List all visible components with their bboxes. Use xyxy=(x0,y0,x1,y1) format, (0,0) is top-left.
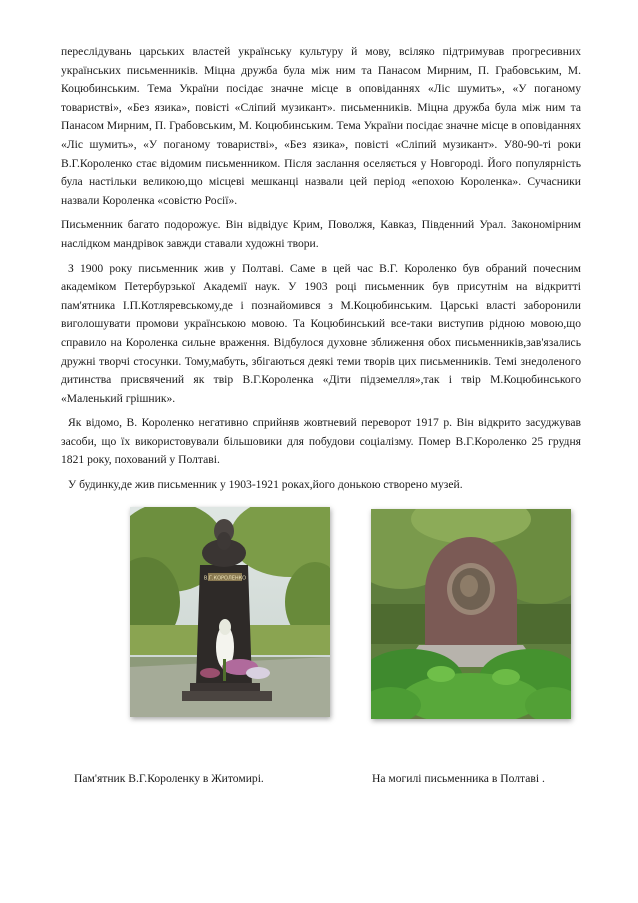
paragraph-4: Як відомо, В. Короленко негативно сприйняв жовтневий переворот 1917 р. Він відкрито засуджував засоби, що їх використовували більшовики для побудови соціалізму. Помер В.Г.Короленко 25 грудня 1821 року, похований у Полтаві. xyxy=(61,416,581,467)
paragraph-5: У будинку,де жив письменник у 1903-1921 роках,його донькою створено музей. xyxy=(68,478,463,492)
body-text xyxy=(61,43,581,501)
caption-grave-poltava: На могилі письменника в Полтаві . xyxy=(372,772,545,785)
paragraph-1: переслідувань царських властей українську культуру й мову, всіляко підтримував прогресивних українських письменників. Міцна дружба була між ним та Панасом Мирним, П. Грабовським, М. Коцюбинським. Тема України посідає значне місце в оповіданнях «Ліс шумить», «У поганому товаристві», «Без язика», повісті «Сліпий музикант». письменників. Міцна дружба була між ним та Панасом Мирним, П. Грабовським, М. Коцюбинським. Тема України посідає значне місце в оповіданнях «Ліс шумить», «У поганому товаристві», «Без язика», повісті «Сліпий музикант». У80-90-ті роки В.Г.Короленко стає відомим письменником. Після заслання оселяється у Новгороді. Його популярність була настільки великою,що місцеві мешканці назвали цей період «епохою Короленка». Сучасники назвали Короленка «совістю Росії». xyxy=(61,45,581,207)
paragraph-2: Письменник багато подорожує. Він відвідує Крим, Поволжя, Кавказ, Південний Урал. Закономірним наслідком мандрівок завжди ставали художні твори. xyxy=(61,218,581,250)
photo-monument-zhytomyr xyxy=(130,507,330,717)
photo-grave-poltava xyxy=(371,509,571,719)
caption-monument-zhytomyr: Пам'ятник В.Г.Короленку в Житомирі. xyxy=(74,772,264,785)
plaque-text: В.Г.КОРОЛЕНКО xyxy=(203,575,247,582)
paragraph-3: З 1900 року письменник жив у Полтаві. Саме в цей час В.Г. Короленко був обраний почесним академіком Петербурзької Академії наук. У 1903 році письменник був присутнім на відкритті пам'ятника І.П.Котляревському,де і познайомився з М.Коцюбинським. Царські власті заборонили виголошувати промови українською мовою. Та Коцюбинський все-таки виступив рідною мовою,що справило на Короленка сильне враження. Відбулося духовне зближення обох письменників,зав'язались дружні творчі стосунки. Тому,мабуть, збігаються деякі теми творів цих письменників. Темі знедоленого дитинства присвячений як твір В.Г.Короленка «Діти підземелля»,так і твір М.Коцюбинського «Маленький грішник». xyxy=(61,261,581,405)
